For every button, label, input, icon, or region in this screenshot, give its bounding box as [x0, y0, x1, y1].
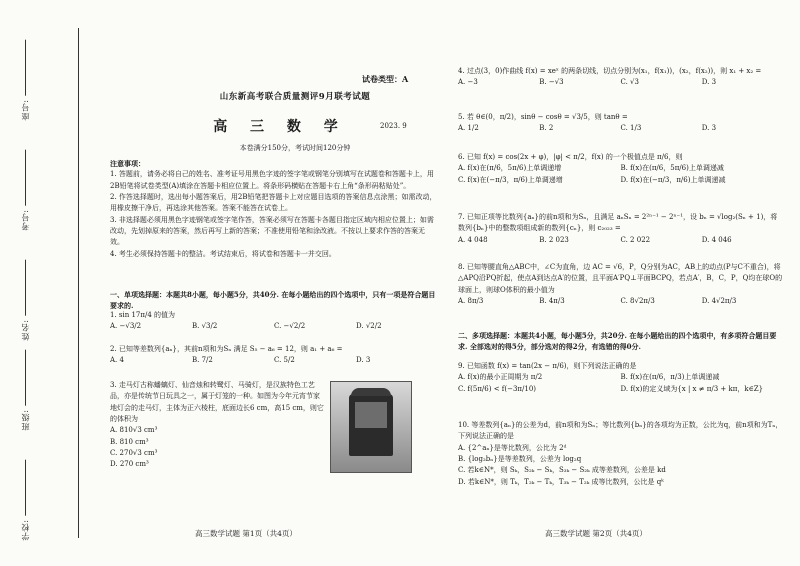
option-a: A. 8π/3 — [458, 296, 484, 305]
option-b: B. 2 023 — [539, 235, 569, 244]
option-a: A. f(x)在(π/6，5π/6)上单调递增 — [458, 164, 562, 173]
option-c: C. 8√2π/3 — [620, 296, 655, 305]
option-c: C. f(5π/6) < f(−3π/10) — [458, 384, 537, 393]
question-3 — [110, 380, 324, 471]
option-b: B. √3/2 — [192, 322, 218, 331]
option-c: C. 5/2 — [274, 356, 295, 365]
option-b: B. 2 — [539, 124, 554, 133]
option-c: C. 2 022 — [620, 235, 651, 244]
class-field: 班级: — [20, 350, 31, 431]
question-options — [458, 372, 783, 383]
question-1 — [110, 310, 438, 333]
question-10 — [458, 420, 783, 488]
exam-title: 山东新高考联合质量测评9月联考试题 — [219, 92, 371, 102]
question-stem: 1. sin 17π/4 的值为 — [110, 311, 176, 319]
footer-left: 高三数学试题 第1页（共4页） — [195, 529, 297, 538]
option-a: A. 4 — [110, 356, 124, 365]
question-options — [110, 355, 438, 366]
option-d: D. 3 — [701, 78, 717, 87]
question-options — [110, 321, 438, 332]
note-item: 4. 考生必须保持答题卡的整洁。考试结束后，将试卷和答题卡一并交回。 — [110, 249, 336, 258]
option-d: D. 3 — [701, 124, 717, 133]
option-d: D. 270 cm³ — [110, 460, 149, 469]
option-c: C. −√2/2 — [274, 322, 306, 331]
option-c: C. 270√3 cm³ — [110, 448, 158, 457]
option-d: D. √2/2 — [356, 322, 382, 331]
question-5 — [458, 112, 783, 135]
exam-number-field: 考号: — [20, 150, 31, 231]
option-c: C. f(x)在(−π/3，π/6)上单调递增 — [458, 175, 563, 184]
exam-date: 2023. 9 — [380, 122, 407, 130]
question-options — [458, 384, 783, 395]
paper-type: 试卷类型：A — [362, 74, 409, 84]
option-d: D. f(x)的定义域为{x | x ≠ π/3 + kπ，k∈Z} — [620, 384, 764, 393]
question-stem: 5. 若 θ∈(0，π/2)，sinθ − cosθ = √3/5，则 tanθ = — [458, 113, 628, 121]
option-b: B. f(x)在(π/6，5π/6)上单调递减 — [620, 164, 724, 173]
option-d: D. 3 — [356, 356, 371, 365]
seat-number-field: 座号: — [20, 40, 31, 121]
option-a: A. 4 048 — [458, 235, 488, 244]
option-a: A. −√3/2 — [110, 322, 142, 331]
binding-margin — [0, 0, 82, 566]
note-item: 2. 作答选择题时，选出每小题答案后，用2B铅笔把答题卡上对应题目选项的答案信息点涂黑；如需改动，用橡皮擦干净后，再选涂其他答案。答案不能答在试卷上。 — [110, 192, 437, 213]
question-stem: 6. 已知 f(x) = cos(2x + φ)，|φ| < π/2，f(x) 的一个极值点是 π/6，则 — [458, 153, 683, 161]
question-4 — [458, 66, 783, 89]
question-stem: 4. 过点(3，0)作曲线 f(x) = xeˣ 的两条切线，切点分别为(x₁，f(x₁))，(x₂，f(x₂))，则 x₁ + x₂ = — [458, 67, 762, 75]
option-b: B. 7/2 — [192, 356, 213, 365]
footer-right: 高三数学试题 第2页（共4页） — [545, 529, 647, 538]
question-stem: 3. 走马灯古称蟠螭灯、仙音烛和转鹭灯、马骑灯，是汉族特色工艺品，亦是传统节日玩具之一，属于灯笼的一种。如图为今年元宵节家地灯会的走马灯，主体为正六棱柱，底面边长6 cm，高15 cm，则它的体积为 — [110, 381, 324, 423]
school-field: 学校: — [20, 460, 31, 541]
question-9 — [458, 361, 783, 395]
option-d: D. 若k∈N*，则 Tₖ，T₂ₖ − Tₖ，T₃ₖ − T₂ₖ 成等比数列，公比是 qᵏ — [458, 477, 664, 486]
option-c: C. √3 — [620, 78, 639, 87]
notes — [110, 158, 438, 260]
lantern-photo — [330, 381, 412, 473]
option-d: D. 4 046 — [701, 235, 732, 244]
question-options — [458, 296, 783, 307]
score-time: 本卷满分150分，考试时间120分钟 — [239, 144, 351, 152]
option-d: D. f(x)在(−π/3，π/6)上单调递减 — [620, 175, 726, 184]
option-c: C. 1/3 — [620, 124, 642, 133]
question-options — [458, 77, 783, 88]
question-options — [458, 175, 783, 186]
binding-line — [78, 28, 79, 538]
question-options — [458, 235, 783, 246]
question-stem: 8. 已知等腰直角△ABC中，∠C为直角，边 AC = √6，P，Q分别为AC，AB上的动点(P与C不重合)，将△APQ沿PQ折起，使点A到达点A′的位置，且平面A′PQ⊥平面BCPQ，若点A′，B，C，P，Q均在球O的球面上，则球O体积的最小值为 — [458, 263, 783, 294]
option-b: B. −√3 — [539, 78, 564, 87]
section-single-choice: 一、单项选择题：本题共8小题，每小题5分，共40分. 在每小题给出的四个选项中，只有一项是符合题目要求的. — [110, 290, 436, 311]
question-options — [458, 163, 783, 174]
question-2 — [110, 344, 438, 367]
question-stem: 2. 已知等差数列{aₙ}，其前n项和为Sₙ 满足 S₅ − a₆ = 12，则 a₁ + a₆ = — [110, 345, 343, 353]
question-8 — [458, 262, 783, 307]
question-options — [458, 123, 783, 134]
option-b: B. 4π/3 — [539, 296, 565, 305]
note-item: 1. 答题前，请务必将自己的姓名、准考证号用黑色字迹的签字笔或钢笔分别填写在试题卷和答题卡上，用2B铅笔将试卷类型(A)填涂在答题卡相应位置上。将条形码横贴在答题卡右上角“条形码粘贴处”。 — [110, 170, 434, 190]
option-a: A. f(x)的最小正周期为 π/2 — [458, 373, 543, 382]
subject-title: 高 三 数 学 — [213, 119, 347, 135]
note-item: 3. 非选择题必须用黑色字迹钢笔或签字笔作答，答案必须写在答题卡各题目指定区域内相应位置上；如需改动，先划掉原来的答案，然后再写上新的答案；不准使用铅笔和涂改液。不按以上要求作答的答案无效。 — [110, 215, 434, 247]
option-b: B. 810 cm³ — [110, 437, 149, 446]
option-d: D. 4√2π/3 — [701, 296, 737, 305]
option-a: A. −3 — [458, 78, 478, 87]
option-a: A. 810√3 cm³ — [110, 426, 158, 435]
option-a: A. {2^aₙ}是等比数列，公比为 2ᵈ — [458, 443, 567, 452]
question-6 — [458, 152, 783, 186]
option-a: A. 1/2 — [458, 124, 479, 133]
option-b: B. f(x)在(π/6，π/3)上单调递减 — [620, 373, 720, 382]
question-7 — [458, 212, 783, 246]
option-b: B. {log₂bₙ}是等差数列，公差为 log₂q — [458, 454, 582, 463]
question-stem: 10. 等差数列{aₙ}的公差为d，前n项和为Sₙ；等比数列{bₙ}的各项均为正数，公比为q，前n项和为Tₙ，下列说法正确的是 — [458, 421, 783, 441]
option-c: C. 若k∈N*，则 Sₖ，S₂ₖ − Sₖ，S₃ₖ − S₂ₖ 成等差数列，公差是 kd — [458, 466, 666, 475]
notes-heading: 注意事项： — [110, 159, 145, 168]
question-stem: 9. 已知函数 f(x) = tan(2x − π/6)，则下列说法正确的是 — [458, 362, 637, 370]
question-stem: 7. 已知正项等比数列{aₙ}的前n项和为Sₙ，且满足 aₙSₙ = 2²ⁿ⁻¹ − 2ⁿ⁻¹，设 bₙ = √log₂(Sₙ + 1)，将数列{bₙ}中的整数项组成新的数列{cₙ}，则 c₂₀₂₃ = — [458, 213, 778, 233]
section-multiple-choice: 二、多项选择题：本题共4小题，每小题5分，共20分. 在每小题给出的四个选项中，有多项符合题目要求. 全部选对的得5分，部分选对的得2分，有选错的得0分. — [458, 331, 777, 352]
name-field: 姓名: — [20, 260, 31, 341]
